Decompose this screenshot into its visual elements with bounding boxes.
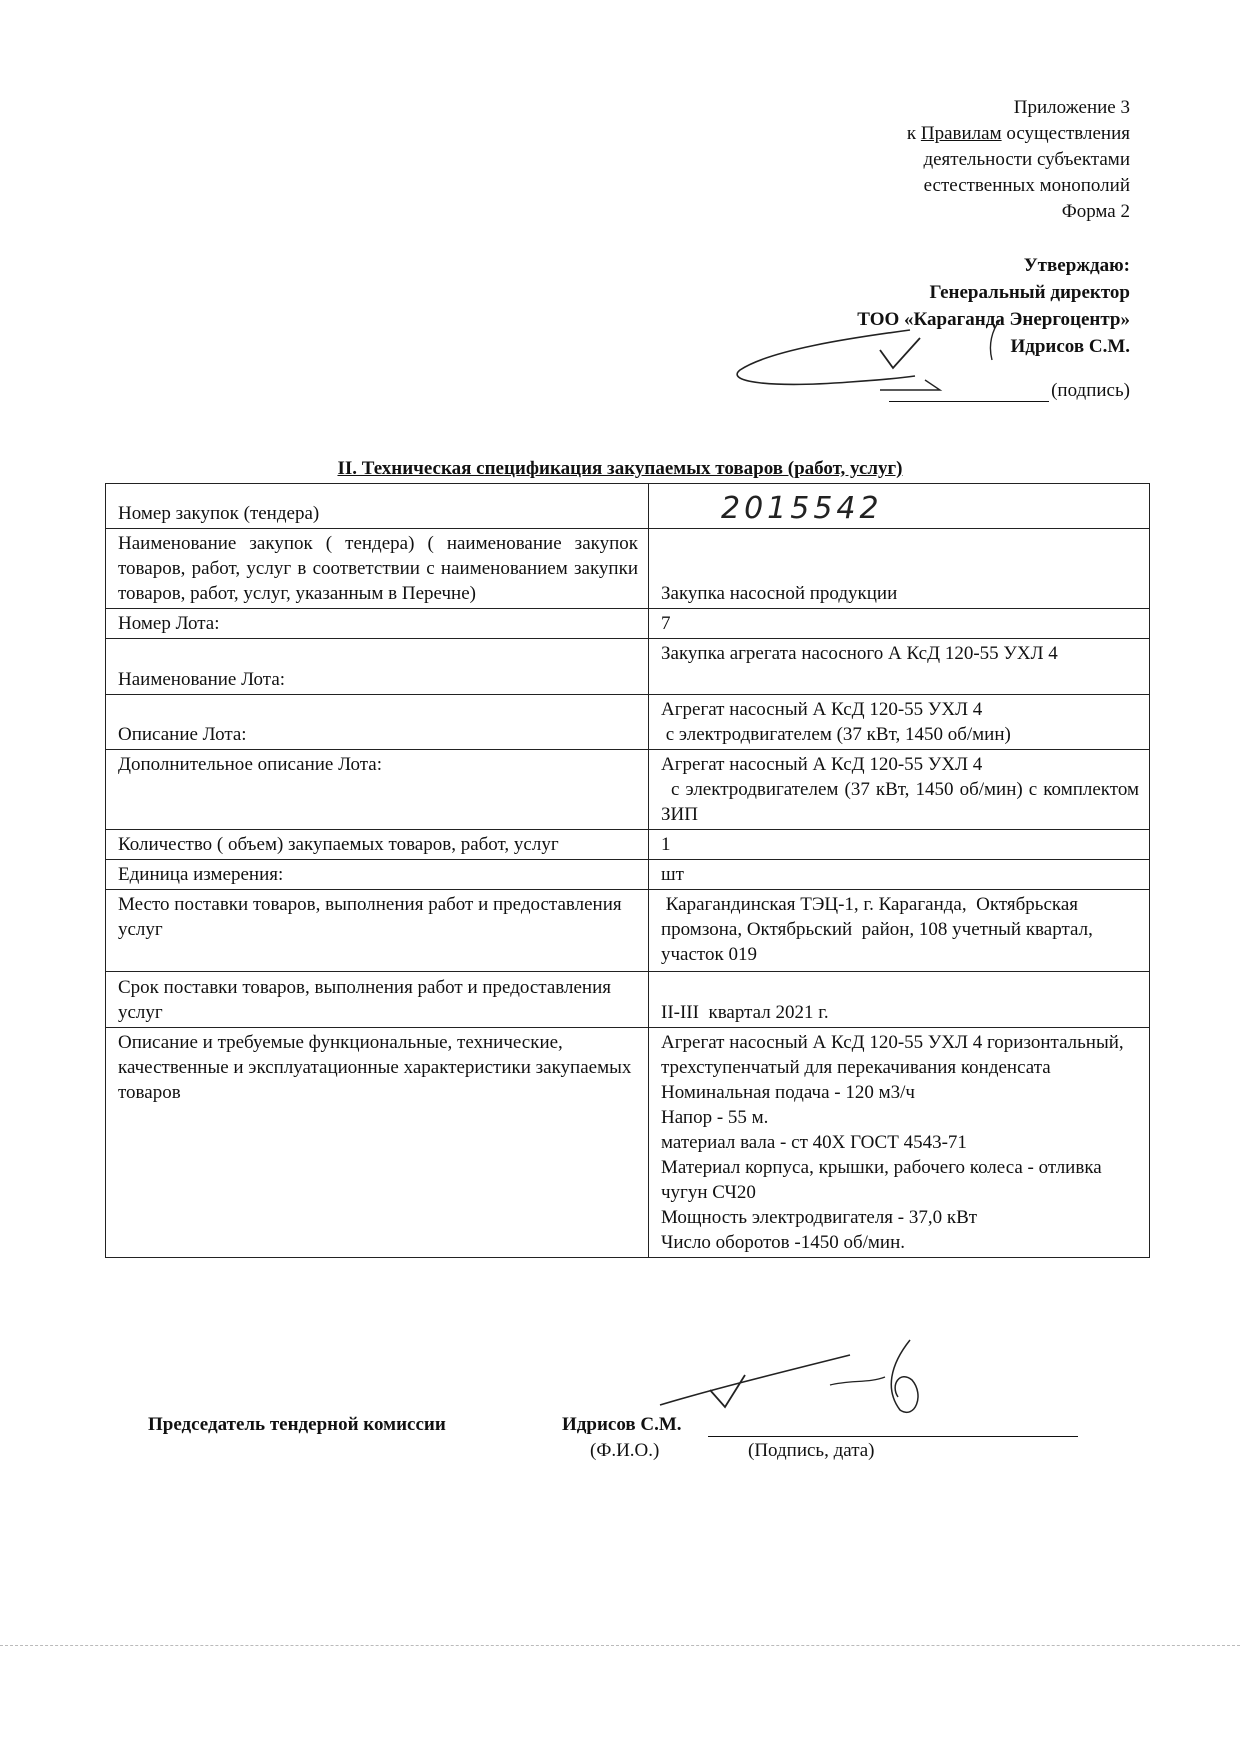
row-label: Номер закупок (тендера) [106, 484, 649, 529]
signature-blank [889, 381, 1049, 402]
row-label: Количество ( объем) закупаемых товаров, работ, услуг [106, 830, 649, 860]
specification-table [105, 483, 1150, 1258]
approver-company: ТОО «Караганда Энергоцентр» [857, 309, 1130, 330]
row-value: II-III квартал 2021 г. [649, 972, 1150, 1028]
approval-block [857, 252, 1130, 360]
row-label: Срок поставки товаров, выполнения работ и предоставления услуг [106, 972, 649, 1028]
value-line: материал вала - ст 40Х ГОСТ 4543-71 [661, 1132, 967, 1153]
row-label: Описание и требуемые функциональные, технические, качественные и эксплуатационные характеристики закупаемых товаров [106, 1028, 649, 1258]
appendix-header [907, 95, 1130, 225]
row-value [649, 1028, 1150, 1258]
row-value: Закупка насосной продукции [649, 529, 1150, 609]
table-row [106, 830, 1150, 860]
row-label: Описание Лота: [106, 695, 649, 750]
approval-signature-line [889, 380, 1130, 402]
row-value-handwritten [649, 484, 1150, 529]
table-row [106, 750, 1150, 830]
row-label: Наименование Лота: [106, 639, 649, 695]
table-row [106, 695, 1150, 750]
scan-artifact-line [0, 1645, 1240, 1647]
value-line: с электродвигателем (37 кВт, 1450 об/мин) [661, 724, 1011, 745]
value-line: Агрегат насосный А КсД 120-55 УХЛ 4 [661, 699, 983, 720]
chair-signature-image [650, 1335, 950, 1430]
signature-caption: (подпись) [1051, 380, 1130, 401]
sign-date-caption: (Подпись, дата) [748, 1440, 875, 1461]
chair-signature-line [708, 1436, 1078, 1437]
appendix-rules-line: к Правилам осуществления [906, 123, 1130, 144]
table-row [106, 484, 1150, 529]
row-value: 1 [649, 830, 1150, 860]
row-value [649, 750, 1150, 830]
row-value: Закупка агрегата насосного А КсД 120-55 УХЛ 4 [649, 639, 1150, 695]
row-value: 7 [649, 609, 1150, 639]
row-value: шт [649, 860, 1150, 890]
approval-heading: Утверждаю: [1023, 255, 1130, 276]
value-line: с электродвигателем (37 кВт, 1450 об/мин) с комплектом ЗИП [661, 779, 1139, 825]
appendix-line-4: естественных монополий [923, 175, 1130, 196]
row-label: Номер Лота: [106, 609, 649, 639]
value-line: Число оборотов -1450 об/мин. [661, 1232, 906, 1253]
table-row [106, 860, 1150, 890]
tender-number-handwritten: 2015542 [721, 491, 883, 526]
table-row [106, 529, 1150, 609]
table-row [106, 972, 1150, 1028]
value-line: Напор - 55 м. [661, 1107, 769, 1128]
form-number: Форма 2 [1061, 201, 1130, 222]
appendix-line-3: деятельности субъектами [923, 149, 1130, 170]
value-line: Материал корпуса, крышки, рабочего колеса - отливка чугун СЧ20 [661, 1157, 1102, 1203]
value-line: Агрегат насосный А КсД 120-55 УХЛ 4 [661, 754, 983, 775]
section-title: II. Техническая спецификация закупаемых товаров (работ, услуг) [337, 458, 903, 479]
row-value: Карагандинская ТЭЦ-1, г. Караганда, Октябрьская промзона, Октябрьский район, 108 учетный квартал, участок 019 [649, 890, 1150, 972]
table-row [106, 1028, 1150, 1258]
row-value [649, 695, 1150, 750]
table-row [106, 890, 1150, 972]
fio-caption: (Ф.И.О.) [590, 1440, 660, 1461]
approver-position: Генеральный директор [929, 282, 1130, 303]
row-label: Место поставки товаров, выполнения работ и предоставления услуг [106, 890, 649, 972]
approver-name: Идрисов С.М. [1010, 336, 1130, 357]
value-line: Номинальная подача - 120 м3/ч [661, 1082, 915, 1103]
chair-name: Идрисов С.М. [562, 1414, 682, 1435]
appendix-number: Приложение 3 [1013, 97, 1130, 118]
value-line: Мощность электродвигателя - 37,0 кВт [661, 1207, 978, 1228]
chair-label: Председатель тендерной комиссии [148, 1414, 446, 1435]
value-line: Агрегат насосный А КсД 120-55 УХЛ 4 горизонтальный, трехступенчатый для перекачивания конденсата [661, 1032, 1124, 1078]
row-label: Наименование закупок ( тендера) ( наименование закупок товаров, работ, услуг в соответствии с наименованием закупки товаров, работ, услуг, указанным в Перечне) [106, 529, 649, 609]
rules-link[interactable]: Правилам [920, 123, 1002, 144]
table-row [106, 609, 1150, 639]
table-row [106, 639, 1150, 695]
row-label: Дополнительное описание Лота: [106, 750, 649, 830]
row-label: Единица измерения: [106, 860, 649, 890]
